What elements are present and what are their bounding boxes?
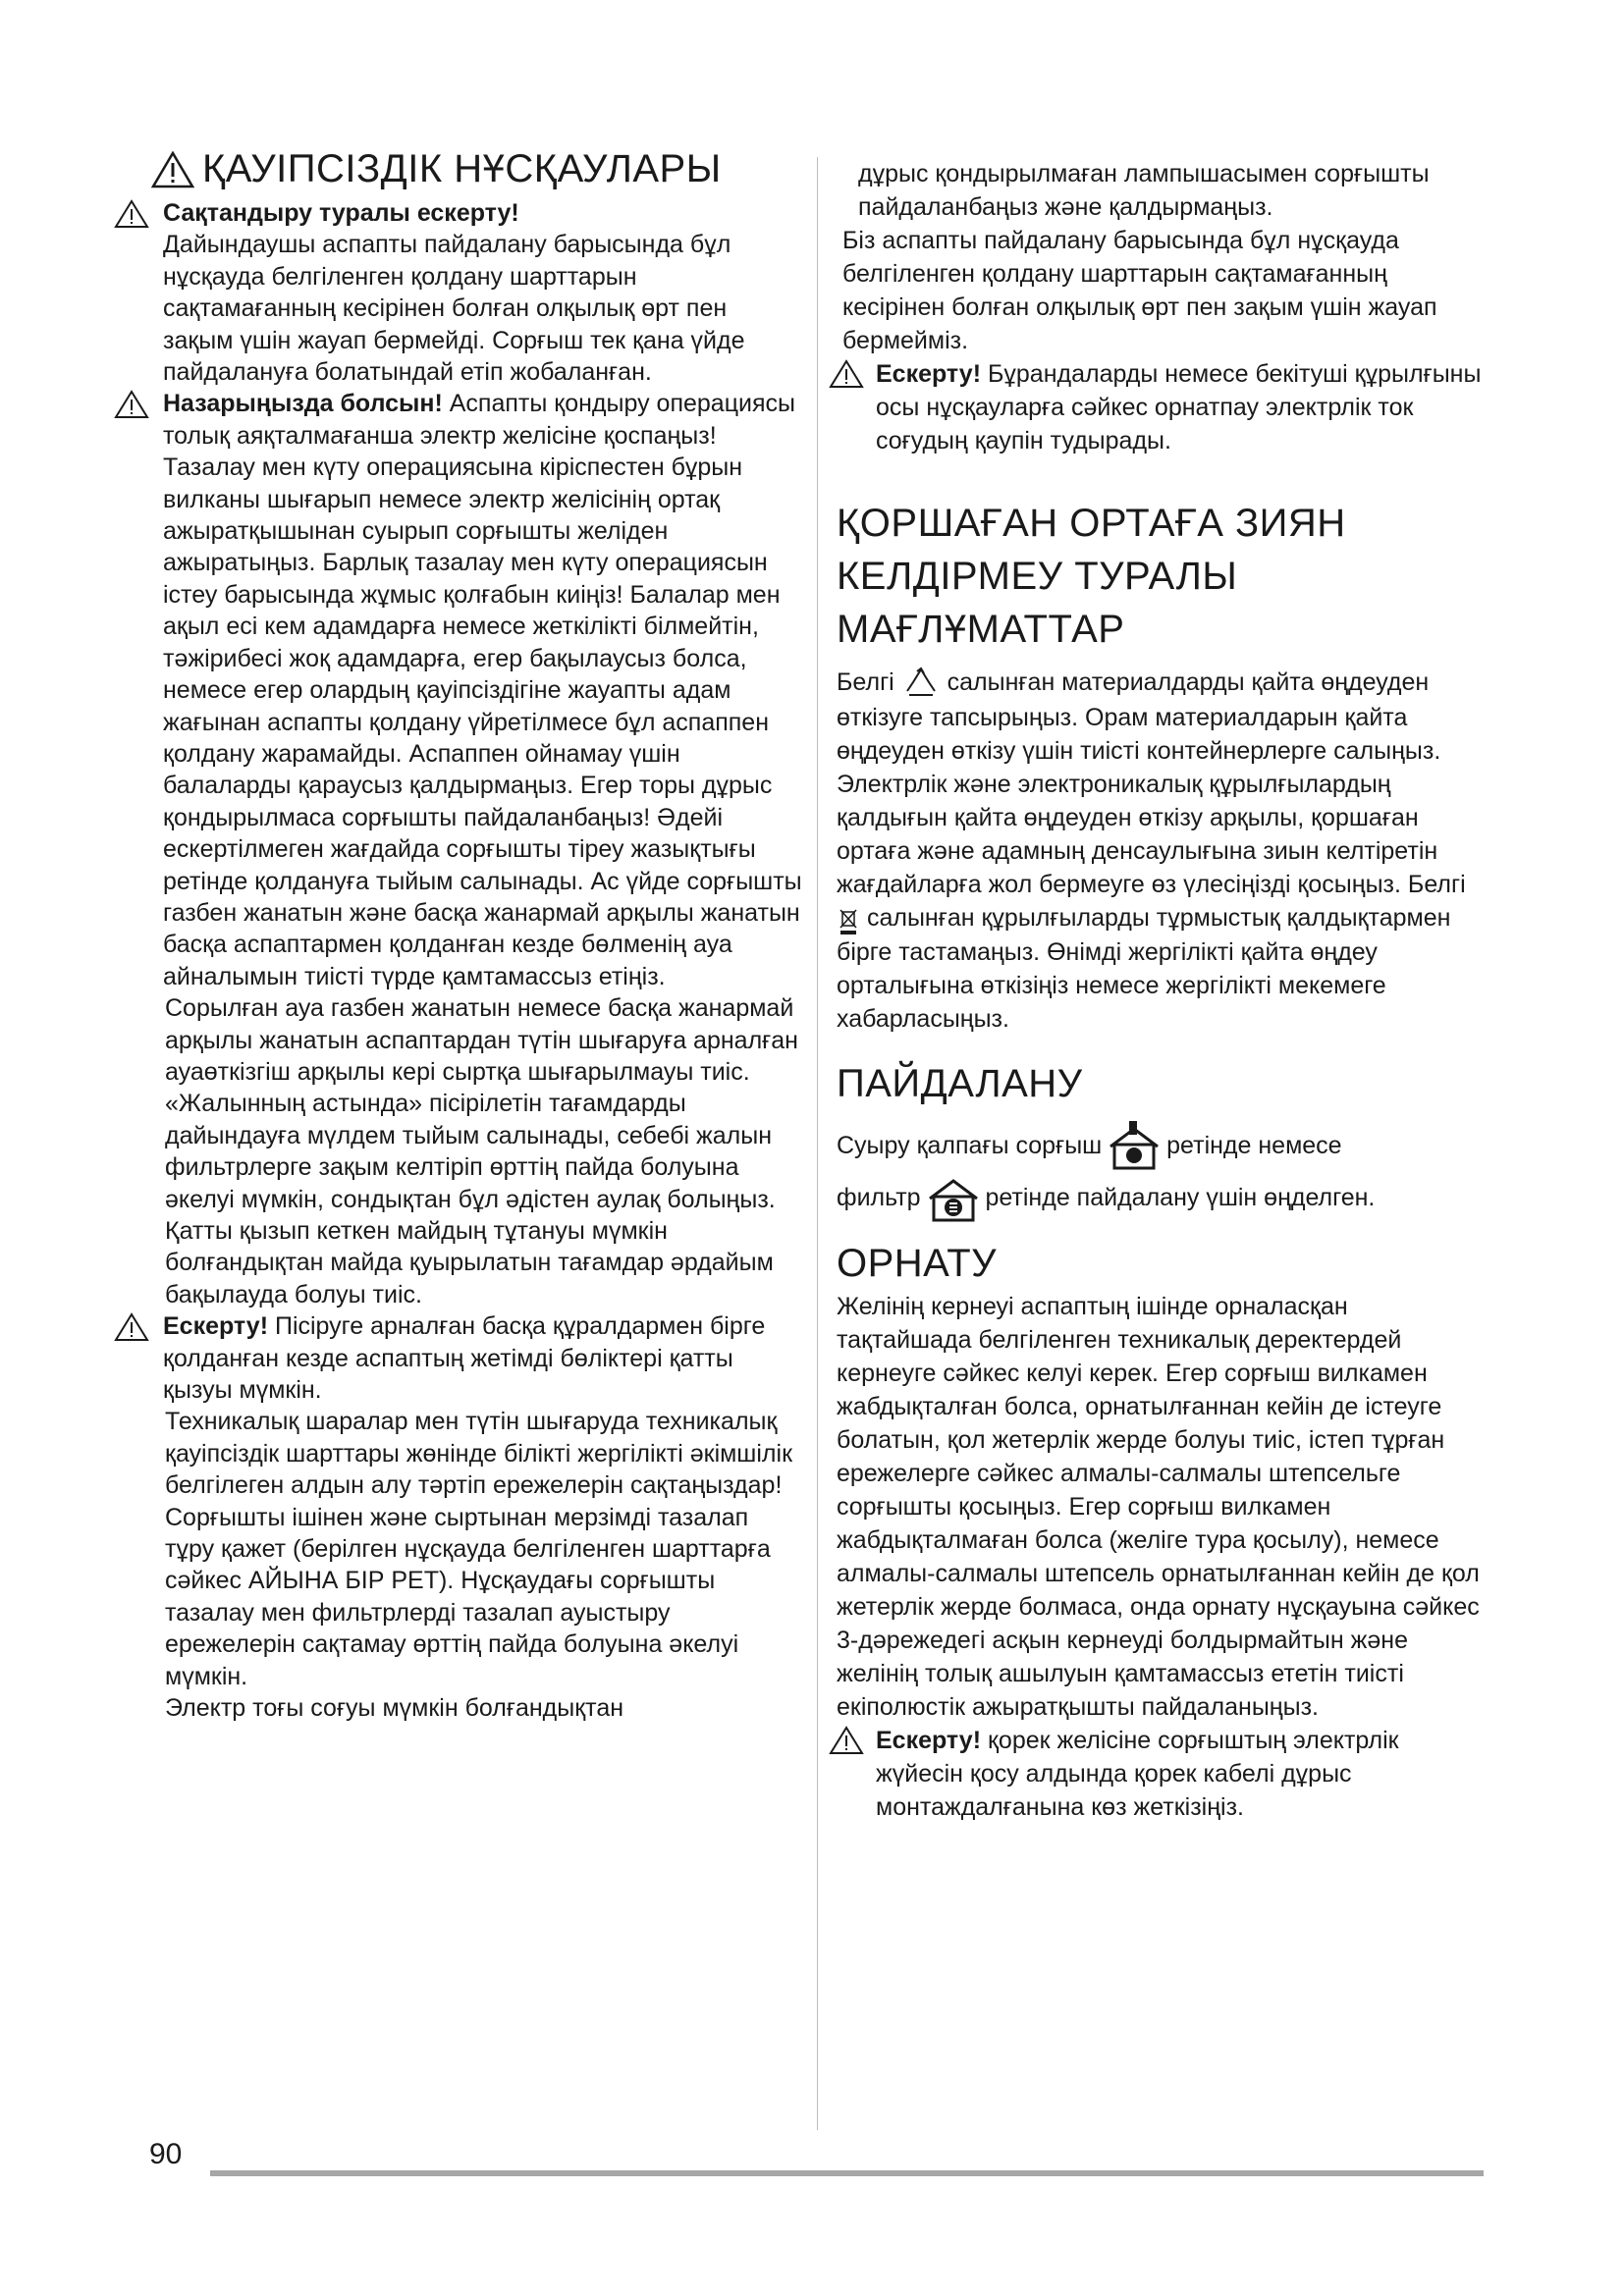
paragraph: Қатты қызып кеткен майдың тұтануы мүмкін болғандықтан майда қуырылатын тағамдар әрдайым бақылауда болуы тиіс. <box>165 1217 774 1308</box>
installation-title: ОРНАТУ <box>837 1242 998 1286</box>
usage-title: ПАЙДАЛАНУ <box>837 1061 1083 1105</box>
warning-text: қорек желісіне сорғыштың электрлік жүйесін қосу алдында қорек кабелі дұрыс монтаждалғанына көз жеткізіңіз. <box>876 1727 1399 1822</box>
warning-block-5 <box>829 1724 1485 1824</box>
warning-text: Пісіруге арналған басқа құралдармен бірге қолданған кезде аспаптың жетімді бөліктері қатты қызуы мүмкін. <box>163 1312 766 1405</box>
extraction-mode-icon <box>1109 1121 1160 1172</box>
warning-text: Дайындаушы аспапты пайдалану барысында бұл нұсқауда белгіленген қолдану шарттарын сақтамағанның кесірінен болған олқылық өрт пен зақым үшін жауап бермейді. Сорғыш тек қана үйде пайдалануға болатындай етіп жобаланған. <box>163 231 745 387</box>
safety-title-text: ҚАУІПСІЗДІК НҰСҚАУЛАРЫ <box>202 147 722 190</box>
left-column <box>165 147 803 1725</box>
paragraph: дұрыс қондырылмаған лампышасымен сорғышты пайдаланбаңыз және қалдырмаңыз. <box>858 160 1430 221</box>
warning-label: Назарыңызда болсын! <box>163 390 443 418</box>
page-number: 90 <box>149 2138 183 2170</box>
footer-rule <box>210 2170 1484 2176</box>
paragraph: Біз аспапты пайдалану барысында бұл нұсқауда белгіленген қолдану шарттарын сақтамағанның кесірінен болған олқылық өрт пен зақым үшін жауап бермейміз. <box>842 227 1437 354</box>
warning-label: Ескерту! <box>876 1727 982 1755</box>
environment-title: ҚОРШАҒАН ОРТАҒА ЗИЯН КЕЛДІРМЕУ ТУРАЛЫ МАҒЛҰМАТТАР <box>837 502 1346 651</box>
paragraph: Электр тоғы соғуы мүмкін болғандықтан <box>165 1694 624 1723</box>
paragraph: Сорылған ауа газбен жанатын немесе басқа жанармай арқылы жанатын аспаптардан түтін шығаруға арналған ауаөткізгіш арқылы кері сыртқа шығарылмауы тиіс. «Жалынның астында» пісірілетін тағамдарды дайындауға мүлдем тыйым салынады, себебі жалын фильтрлерге зақым келтіріп өрттің пайда болуына әкелуі мүмкін, сондықтан бұл әдістен аулақ болыңыз. <box>165 994 798 1213</box>
use-text-a: Суыру қалпағы сорғыш <box>837 1131 1103 1159</box>
warning-block-1 <box>114 197 803 388</box>
warning-block-2 <box>114 388 803 992</box>
usage-text <box>837 1120 1485 1223</box>
warning-block-4 <box>829 357 1485 457</box>
safety-title <box>151 147 803 191</box>
right-column <box>837 157 1485 1824</box>
warning-triangle-icon <box>151 151 194 188</box>
warning-block-3 <box>114 1310 803 1406</box>
filter-mode-icon <box>928 1177 979 1222</box>
environment-text <box>837 666 1485 1036</box>
use-text-d: ретінде пайдалану үшін өңделген. <box>985 1184 1376 1212</box>
paragraph: Сорғышты ішінен және сыртынан мерзімді тазалап тұру қажет (берілген нұсқауда белгіленген шарттарға сәйкес АЙЫНА БІР РЕТ). Нұсқаудағы сорғышты тазалау мен фильтрлерді тазалап ауыстыру ережелерін сақтамау өрттің пайда болуына әкелуі мүмкін. <box>165 1503 771 1690</box>
warning-triangle-icon <box>829 1726 864 1755</box>
env-text-b: салынған материалдарды қайта өңдеуден өткізуге тапсырыңыз. Орам материалдарын қайта өңдеуден өткізу үшін тиісті контейнерлерге салыңыз. <box>837 668 1441 766</box>
crossed-bin-icon <box>837 904 860 935</box>
warning-triangle-icon <box>114 390 149 419</box>
warning-label: Ескерту! <box>876 360 982 388</box>
warning-text: Бұрандаларды немесе бекітуші құрылғыны осы нұсқауларға сәйкес орнатпау электрлік ток соғудың қаупін тудырады. <box>876 360 1482 454</box>
env-text-c: Электрлік және электроникалық құрылғылардың қалдығын қайта өңдеуден өткізу арқылы, қоршаған ортаға және адамның денсаулығына зиын келтіретін жағдайларға жол бермеуге өз үлесіңізді қосыңыз. Белгі <box>837 771 1466 899</box>
paragraph: Техникалық шаралар мен түтін шығаруда техникалық қауіпсіздік шарттары жөнінде білікті жергілікті әкімшілік белгілеген алдын алу тәртіп ережелерін сақтаңыздар! <box>165 1408 793 1500</box>
warning-label: Ескерту! <box>163 1312 269 1341</box>
installation-text: Желінің кернеуі аспаптың ішінде орналасқан тақтайшада белгіленген техникалық деректердей кернеуге сәйкес келуі керек. Егер сорғыш вилкамен жабдықталған болса, орнатылғаннан кейін де істеуге болатын, қол жетерлік жерде болуы тиіс, істеп тұрған ережелерге сәйкес алмалы-салмалы штепсельге сорғышты қосыңыз. Егер сорғыш вилкамен жабдықталмаған болса (желіге тура қосылу), немесе алмалы-салмалы штепсель орнатылғаннан кейін де қол жетерлік жерде болмаса, онда орнату нұсқауына сәйкес 3-дәрежедегі асқын кернеуді болдырмайтын және желінің толық ашылуын қамтамассыз ететін тиісті екіполюстік ажыратқышты пайдаланыңыз. <box>837 1293 1480 1722</box>
use-text-b: ретінде немесе <box>1166 1131 1342 1159</box>
column-divider <box>817 157 818 2130</box>
warning-triangle-icon <box>829 359 864 389</box>
recycle-icon <box>901 666 941 701</box>
env-text-a: Белгі <box>837 668 894 696</box>
use-text-c: фильтр <box>837 1184 921 1212</box>
env-text-d: салынған құрылғыларды тұрмыстық қалдықтармен бірге тастамаңыз. Өнімді жергілікті қайта өңдеу орталығына өткізіңіз немесе жергілікті мекемеге хабарласыңыз. <box>837 904 1451 1033</box>
warning-triangle-icon <box>114 1312 149 1342</box>
warning-triangle-icon <box>114 199 149 229</box>
warning-label: Сақтандыру туралы ескерту! <box>163 199 519 227</box>
warning-text: Аспапты қондыру операциясы толық аяқталмағанша электр желісіне қоспаңыз! Тазалау мен күту операциясына кіріспестен бұрын вилканы шығарып немесе электр желісінің ортақ ажыратқышынан суырып сорғышты желіден ажыратыңыз. Барлық тазалау мен күту операциясын істеу барысында жұмыс қолғабын киіңіз! Балалар мен ақыл есі кем адамдарға немесе жеткілікті білмейтін, тәжірибесі жоқ адамдарға, егер бақылаусыз болса, немесе егер олардың қауіпсіздігіне жауапты адам жағынан аспапты қолдану үйретілмесе бұл аспаппен қолдану жарамайды. Аспаппен ойнамау үшін балаларды қараусыз қалдырмаңыз. Егер торы дұрыс қондырылмаса сорғышты пайдаланбаңыз! Әдейі ескертілмеген жағдайда сорғышты тіреу жазықтығы ретінде қолдануға тыйым салынады. Ас үйде сорғышты газбен жанатын және басқа жанармай арқылы жанатын басқа аспаптармен қолданған кезде бөлменің ауа айналымын тиісті түрде қамтамассыз етіңіз. <box>163 390 802 990</box>
